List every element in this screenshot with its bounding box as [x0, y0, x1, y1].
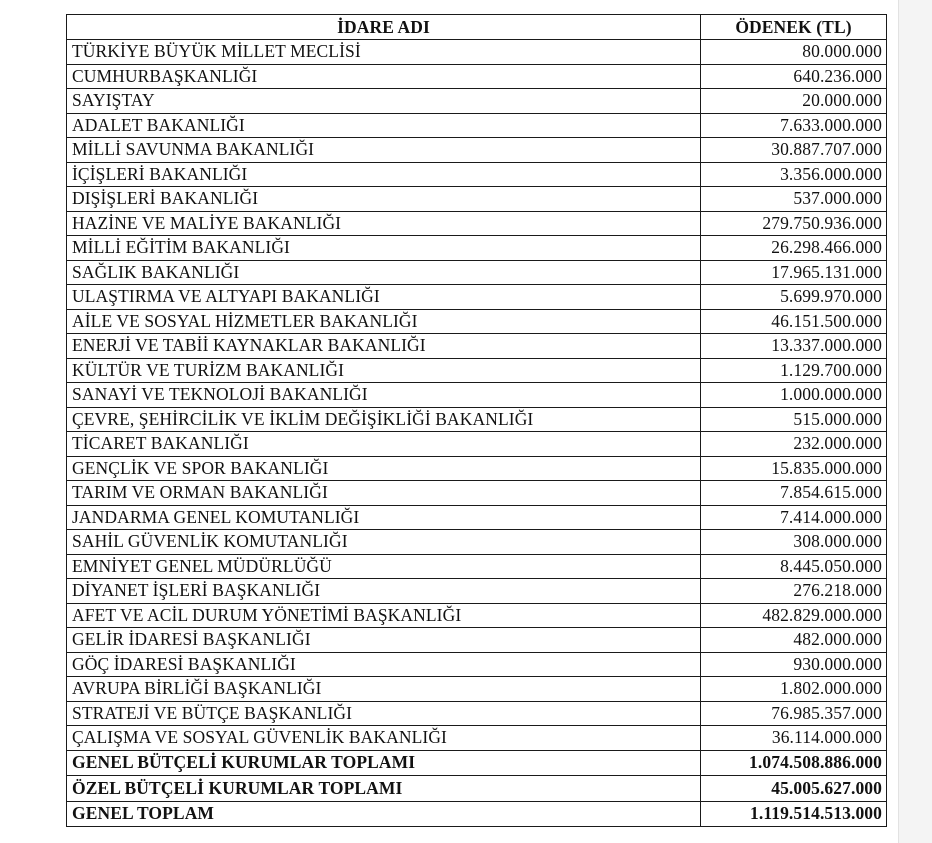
appropriation-amount: 279.750.936.000 — [701, 211, 887, 236]
appropriation-amount: 76.985.357.000 — [701, 701, 887, 726]
table-row — [67, 628, 887, 653]
table-row — [67, 554, 887, 579]
column-header-appropriation: ÖDENEK (TL) — [701, 15, 887, 40]
appropriation-amount: 46.151.500.000 — [701, 309, 887, 334]
institution-name: TARIM VE ORMAN BAKANLIĞI — [67, 481, 701, 506]
appropriation-amount: 537.000.000 — [701, 187, 887, 212]
appropriation-table — [66, 14, 887, 827]
institution-name: AİLE VE SOSYAL HİZMETLER BAKANLIĞI — [67, 309, 701, 334]
appropriation-amount: 1.000.000.000 — [701, 383, 887, 408]
table-row — [67, 652, 887, 677]
table-row — [67, 89, 887, 114]
total-amount: 1.119.514.513.000 — [701, 801, 887, 827]
special-budget-total-row — [67, 776, 887, 802]
table-row — [67, 334, 887, 359]
institution-name: SAHİL GÜVENLİK KOMUTANLIĞI — [67, 530, 701, 555]
appropriation-amount: 30.887.707.000 — [701, 138, 887, 163]
table-row — [67, 40, 887, 65]
institution-name: CUMHURBAŞKANLIĞI — [67, 64, 701, 89]
institution-name: ADALET BAKANLIĞI — [67, 113, 701, 138]
appropriation-amount: 930.000.000 — [701, 652, 887, 677]
appropriation-amount: 26.298.466.000 — [701, 236, 887, 261]
appropriation-amount: 20.000.000 — [701, 89, 887, 114]
appropriation-amount: 8.445.050.000 — [701, 554, 887, 579]
institution-name: STRATEJİ VE BÜTÇE BAŞKANLIĞI — [67, 701, 701, 726]
institution-name: MİLLİ EĞİTİM BAKANLIĞI — [67, 236, 701, 261]
institution-name: AFET VE ACİL DURUM YÖNETİMİ BAŞKANLIĞI — [67, 603, 701, 628]
total-label: GENEL TOPLAM — [67, 801, 701, 827]
table-header-row — [67, 15, 887, 40]
table-row — [67, 456, 887, 481]
table-row — [67, 260, 887, 285]
table-row — [67, 162, 887, 187]
appropriation-amount: 80.000.000 — [701, 40, 887, 65]
appropriation-amount: 276.218.000 — [701, 579, 887, 604]
institution-name: ÇALIŞMA VE SOSYAL GÜVENLİK BAKANLIĞI — [67, 726, 701, 751]
table-row — [67, 432, 887, 457]
institution-name: DİYANET İŞLERİ BAŞKANLIĞI — [67, 579, 701, 604]
table-row — [67, 113, 887, 138]
institution-name: ÇEVRE, ŞEHİRCİLİK VE İKLİM DEĞİŞİKLİĞİ BAKANLIĞI — [67, 407, 701, 432]
table-row — [67, 481, 887, 506]
total-amount: 1.074.508.886.000 — [701, 750, 887, 776]
appropriation-amount: 482.829.000.000 — [701, 603, 887, 628]
table-row — [67, 701, 887, 726]
institution-name: AVRUPA BİRLİĞİ BAŞKANLIĞI — [67, 677, 701, 702]
appropriation-amount: 3.356.000.000 — [701, 162, 887, 187]
institution-name: KÜLTÜR VE TURİZM BAKANLIĞI — [67, 358, 701, 383]
table-row — [67, 187, 887, 212]
appropriation-amount: 1.129.700.000 — [701, 358, 887, 383]
institution-name: GENÇLİK VE SPOR BAKANLIĞI — [67, 456, 701, 481]
total-label: ÖZEL BÜTÇELİ KURUMLAR TOPLAMI — [67, 776, 701, 802]
appropriation-amount: 482.000.000 — [701, 628, 887, 653]
appropriation-amount: 640.236.000 — [701, 64, 887, 89]
table-row — [67, 407, 887, 432]
page-edge-strip — [898, 0, 932, 843]
appropriation-amount: 36.114.000.000 — [701, 726, 887, 751]
institution-name: GÖÇ İDARESİ BAŞKANLIĞI — [67, 652, 701, 677]
institution-name: SAĞLIK BAKANLIĞI — [67, 260, 701, 285]
institution-name: ENERJİ VE TABİİ KAYNAKLAR BAKANLIĞI — [67, 334, 701, 359]
institution-name: EMNİYET GENEL MÜDÜRLÜĞÜ — [67, 554, 701, 579]
appropriation-amount: 308.000.000 — [701, 530, 887, 555]
total-amount: 45.005.627.000 — [701, 776, 887, 802]
table-row — [67, 603, 887, 628]
appropriation-amount: 5.699.970.000 — [701, 285, 887, 310]
table-row — [67, 236, 887, 261]
column-header-institution: İDARE ADI — [67, 15, 701, 40]
appropriation-amount: 515.000.000 — [701, 407, 887, 432]
institution-name: HAZİNE VE MALİYE BAKANLIĞI — [67, 211, 701, 236]
institution-name: JANDARMA GENEL KOMUTANLIĞI — [67, 505, 701, 530]
institution-name: MİLLİ SAVUNMA BAKANLIĞI — [67, 138, 701, 163]
table-row — [67, 64, 887, 89]
table-row — [67, 309, 887, 334]
table-row — [67, 726, 887, 751]
general-budget-total-row — [67, 750, 887, 776]
appropriation-amount: 13.337.000.000 — [701, 334, 887, 359]
table-row — [67, 505, 887, 530]
table-row — [67, 677, 887, 702]
table-row — [67, 285, 887, 310]
appropriation-amount: 1.802.000.000 — [701, 677, 887, 702]
institution-name: GELİR İDARESİ BAŞKANLIĞI — [67, 628, 701, 653]
appropriation-amount: 17.965.131.000 — [701, 260, 887, 285]
table-row — [67, 530, 887, 555]
institution-name: SANAYİ VE TEKNOLOJİ BAKANLIĞI — [67, 383, 701, 408]
table-row — [67, 358, 887, 383]
appropriation-amount: 232.000.000 — [701, 432, 887, 457]
table-row — [67, 211, 887, 236]
table-row — [67, 579, 887, 604]
table-row — [67, 383, 887, 408]
institution-name: SAYIŞTAY — [67, 89, 701, 114]
table-row — [67, 138, 887, 163]
institution-name: TİCARET BAKANLIĞI — [67, 432, 701, 457]
institution-name: ULAŞTIRMA VE ALTYAPI BAKANLIĞI — [67, 285, 701, 310]
appropriation-amount: 15.835.000.000 — [701, 456, 887, 481]
total-label: GENEL BÜTÇELİ KURUMLAR TOPLAMI — [67, 750, 701, 776]
institution-name: İÇİŞLERİ BAKANLIĞI — [67, 162, 701, 187]
appropriation-amount: 7.414.000.000 — [701, 505, 887, 530]
appropriation-amount: 7.633.000.000 — [701, 113, 887, 138]
institution-name: DIŞİŞLERİ BAKANLIĞI — [67, 187, 701, 212]
appropriation-amount: 7.854.615.000 — [701, 481, 887, 506]
grand-total-row — [67, 801, 887, 827]
institution-name: TÜRKİYE BÜYÜK MİLLET MECLİSİ — [67, 40, 701, 65]
